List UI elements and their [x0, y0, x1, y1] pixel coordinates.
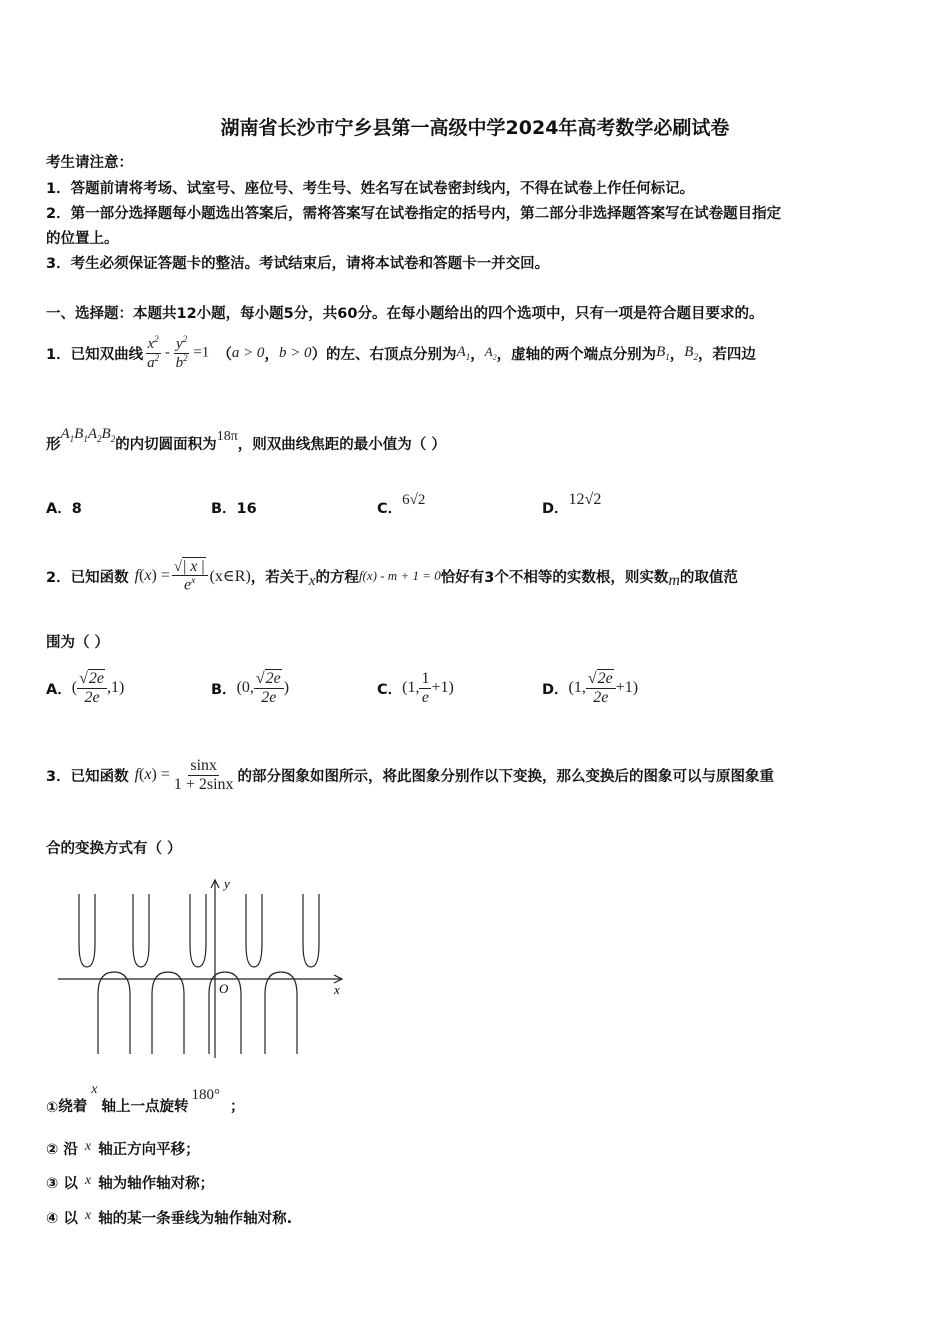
q1-line2-suffix: ，则双曲线焦距的最小值为（ ）: [237, 436, 446, 453]
q1-mid3: ，若四边: [697, 346, 756, 363]
q2-domain: (x∈R): [209, 567, 251, 585]
q1-option-c-value: 6√2: [402, 492, 426, 508]
transform-1: ① 绕着 x 轴上一点旋转 180° ；: [46, 1082, 245, 1116]
origin-label: O: [219, 981, 229, 996]
lower-branch-2: [152, 972, 184, 1054]
notice-item-3: 3．考生必须保证答题卡的整洁。考试结束后，请将本试卷和答题卡一并交回。: [46, 256, 550, 272]
lower-branch-1: [98, 972, 130, 1054]
q2-mid3: 恰好有3个不相等的实数根，则实数: [440, 569, 669, 586]
q2-prefix: 2．已知函数: [46, 569, 129, 586]
transform-3: ③ 以 x 轴为轴作轴对称；: [46, 1173, 215, 1192]
q1-mid2: ，虚轴的两个端点分别为: [496, 346, 657, 363]
upper-branch-3: [190, 894, 206, 967]
notice-item-1: 1．答题前请将考场、试室号、座位号、考生号、姓名写在试卷密封线内，不得在试卷上作任何标记。: [46, 181, 695, 197]
question-2-line-1: [46, 548, 738, 604]
question-2-line-2: 围为（ ）: [46, 635, 110, 651]
lower-branch-4: [265, 972, 297, 1054]
upper-branch-5: [303, 894, 319, 967]
q2-option-a[interactable]: A． ( $\frac{√2e}{2e}$ ,1): [46, 669, 125, 706]
q2-function: f ( x ) = $\frac{√| x |}{e^x}$ (x∈R): [134, 557, 251, 594]
upper-branch-4: [246, 894, 262, 967]
q2-equation: f(x) - m + 1 = 0: [358, 568, 441, 583]
q3-suffix: 的部分图象如图所示，将此图象分别作以下变换，那么变换后的图象可以与原图象重: [237, 768, 775, 785]
q2-param: m: [668, 572, 680, 589]
q1-cond-b: b > 0: [278, 344, 312, 361]
q1-mid: ）的左、右顶点分别为: [311, 346, 457, 363]
q2-mid2: 的方程: [315, 569, 359, 586]
question-1-line-1: 1．已知双曲线 $\frac{x^2}{a^2}$ - $\frac{y^2}{b^2}$ =1 （ a > 0 ， b > 0 ）的左、右顶点分别为 $A_1$ ， $A_2$ ，虚轴的两个端点分别为 $B_1$ ， $B_2$ ，若四边: [46, 334, 756, 371]
q1-area: 18π: [216, 429, 238, 444]
q2-mid: ，若关于: [250, 569, 309, 586]
question-1-line-2: [46, 426, 446, 460]
q1-prefix: 1．已知双曲线: [46, 346, 144, 363]
notice-heading: 考生请注意：: [46, 155, 133, 171]
q2-option-b-value: (0, $\frac{√2e}{2e}$ ): [236, 669, 290, 706]
notice-item-2-cont: 的位置上。: [46, 231, 119, 247]
function-graph: [52, 872, 352, 1064]
q2-option-c-value: (1, $\frac{1}{e}$ +1): [402, 669, 454, 706]
q2-option-d-value: (1, $\frac{√2e}{2e}$ +1): [568, 669, 639, 706]
q2-suffix: 的取值范: [679, 569, 738, 586]
q1-option-b[interactable]: B．16: [211, 501, 257, 517]
q2-option-c[interactable]: C． (1, $\frac{1}{e}$ +1): [377, 669, 454, 706]
transform-4: ④ 以 x 轴的某一条垂线为轴作轴对称.: [46, 1208, 293, 1227]
notice-item-2: 2．第一部分选择题每小题选出答案后，需将答案写在试卷指定的括号内，第二部分非选择题答案写在试卷题目指定: [46, 206, 782, 222]
hyperbola-equation: $\frac{x^2}{a^2}$ - $\frac{y^2}{b^2}$ =1: [147, 334, 210, 371]
q2-var: x: [308, 572, 316, 589]
page-title: 湖南省长沙市宁乡县第一高级中学2024年高考数学必刷试卷: [220, 117, 730, 139]
transform-2: ② 沿 x 轴正方向平移；: [46, 1139, 200, 1158]
q2-option-b[interactable]: B． (0, $\frac{√2e}{2e}$ ): [211, 669, 290, 706]
q1-option-c[interactable]: C．6√2: [377, 492, 426, 517]
q3-function: f ( x ) = $\frac{\sin x}{1 + 2\sin x}$: [134, 756, 234, 793]
section-heading: 一、选择题：本题共12小题，每小题5分，共60分。在每小题给出的四个选项中，只有一项是符合题目要求的。: [46, 306, 764, 322]
q2-option-a-value: ( $\frac{√2e}{2e}$ ,1): [71, 669, 125, 706]
q1-option-d[interactable]: D．12√2: [542, 491, 602, 517]
q2-option-d[interactable]: D． (1, $\frac{√2e}{2e}$ +1): [542, 669, 639, 706]
q3-prefix: 3．已知函数: [46, 768, 129, 785]
quadrilateral-label: $A_1B_1A_2B_2$: [60, 426, 116, 444]
x-axis-label: x: [334, 982, 340, 997]
q1-option-a[interactable]: A．8: [46, 501, 82, 517]
question-3-line-1: [46, 748, 774, 802]
rotation-angle: 180°: [191, 1087, 220, 1103]
q1-line2-prefix: 形: [46, 436, 61, 453]
upper-branch-1: [79, 894, 95, 967]
q1-line2-mid: 的内切圆面积为: [115, 436, 217, 453]
q1-option-d-value: 12√2: [568, 491, 602, 508]
question-3-line-2: 合的变换方式有（ ）: [46, 841, 182, 857]
y-axis-label: y: [224, 876, 230, 891]
upper-branch-2: [133, 894, 149, 967]
q1-cond-a: a > 0: [231, 344, 265, 361]
